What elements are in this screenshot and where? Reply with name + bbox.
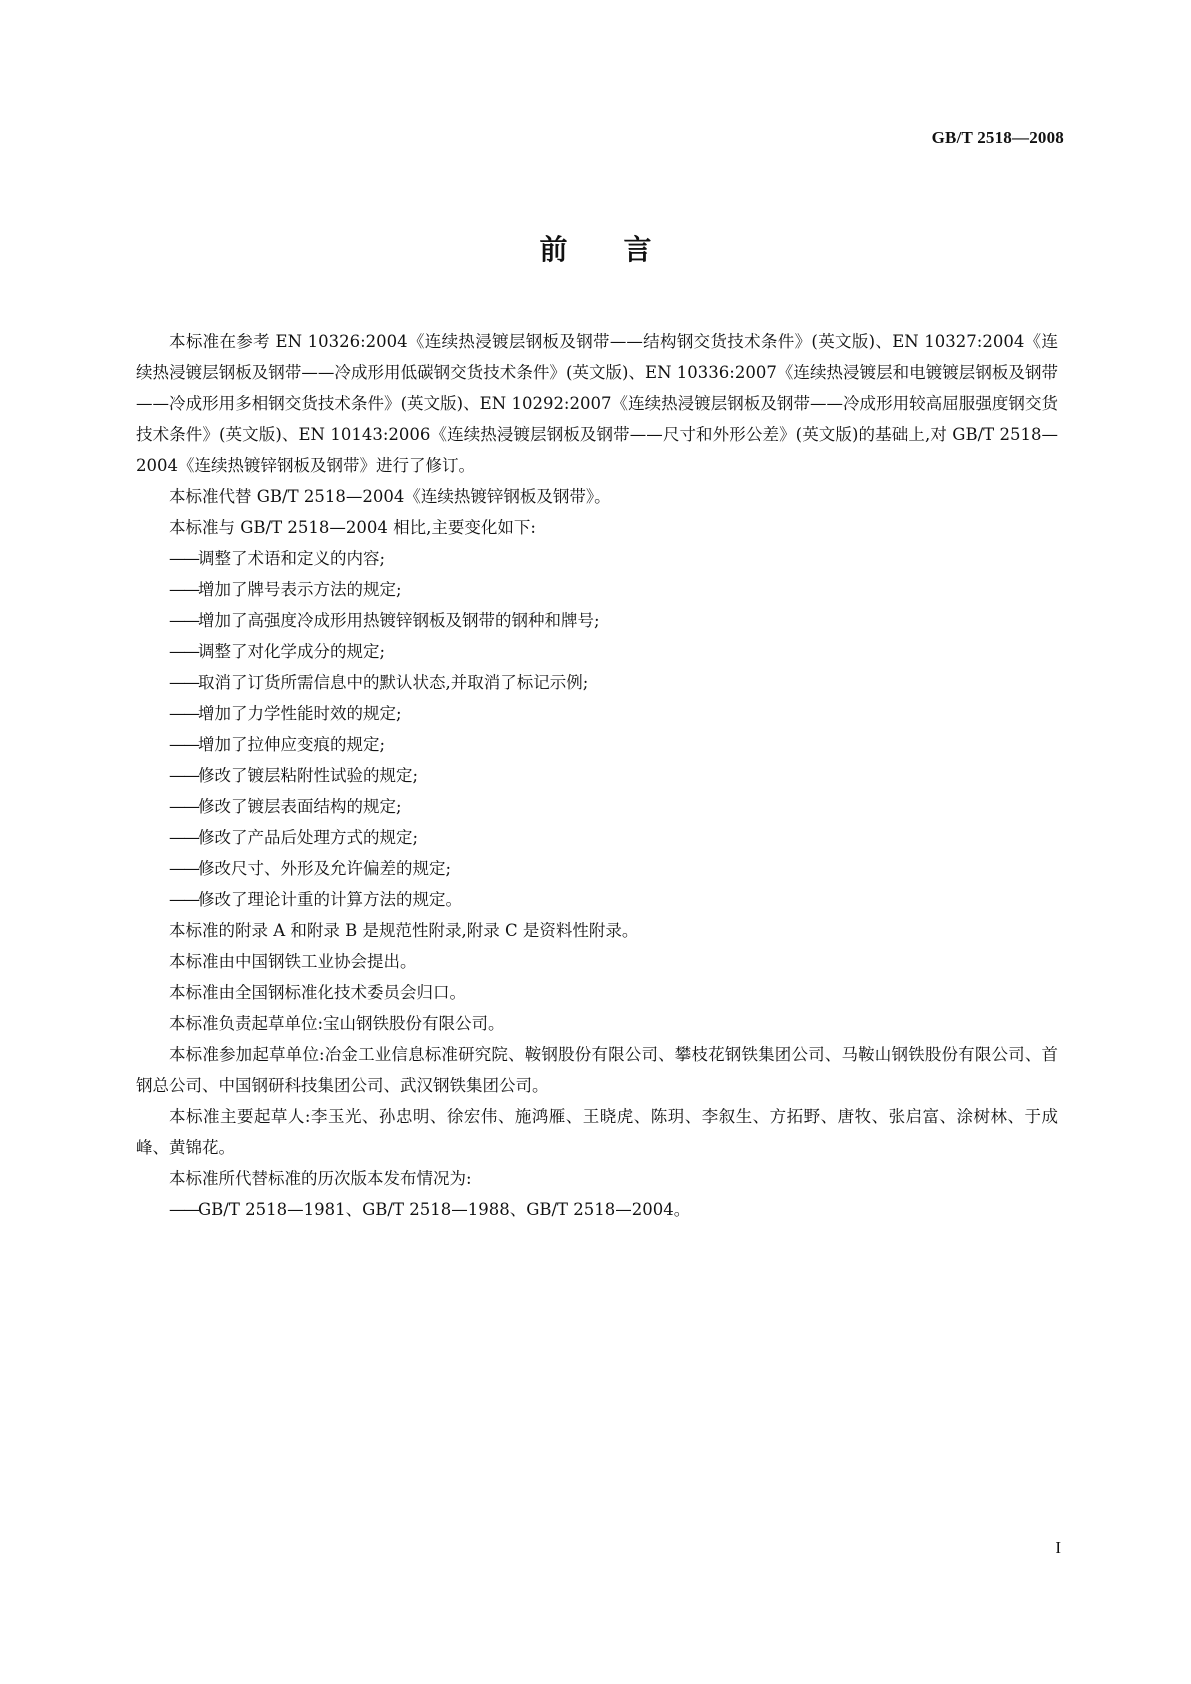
drafters-paragraph: 本标准主要起草人:李玉光、孙忠明、徐宏伟、施鸿雁、王晓虎、陈玥、李叙生、方拓野、唐牧、张启富、涂树林、于成峰、黄锦花。 [136,1107,1058,1157]
list-item-text: 取消了订货所需信息中的默认状态,并取消了标记示例; [198,673,589,692]
list-item-text: 修改了理论计重的计算方法的规定。 [198,890,462,909]
list-item [136,822,1058,853]
list-dash: —— [169,642,198,661]
list-dash: —— [169,549,198,568]
list-dash: —— [169,890,198,909]
changes-list [136,543,1058,915]
list-item-text: 修改了镀层表面结构的规定; [198,797,402,816]
list-item-text: 增加了拉伸应变痕的规定; [198,735,386,754]
list-dash: —— [169,673,198,692]
history-item-text: GB/T 2518—1981、GB/T 2518—1988、GB/T 2518—2004。 [198,1200,691,1219]
list-dash: —— [169,859,198,878]
page-number: I [1055,1538,1061,1557]
list-dash: —— [169,735,198,754]
list-dash: —— [169,828,198,847]
preface-body [136,326,1058,1225]
lead-drafter-paragraph: 本标准负责起草单位:宝山钢铁股份有限公司。 [169,1014,505,1033]
participants-paragraph: 本标准参加起草单位:冶金工业信息标准研究院、鞍钢股份有限公司、攀枝花钢铁集团公司、马鞍山钢铁股份有限公司、首钢总公司、中国钢研科技集团公司、武汉钢铁集团公司。 [136,1045,1058,1095]
list-item [136,791,1058,822]
list-item-text: 修改了产品后处理方式的规定; [198,828,419,847]
list-dash: —— [169,704,198,723]
list-item-text: 修改了镀层粘附性试验的规定; [198,766,419,785]
list-item [136,667,1058,698]
annex-paragraph: 本标准的附录 A 和附录 B 是规范性附录,附录 C 是资料性附录。 [169,921,639,940]
list-item [136,729,1058,760]
intro-paragraph: 本标准在参考 EN 10326:2004《连续热浸镀层钢板及钢带——结构钢交货技术条件》(英文版)、EN 10327:2004《连续热浸镀层钢板及钢带——冷成形用低碳钢交货技术条件》(英文版)、EN 10336:2007《连续热浸镀层和电镀镀层钢板及钢带——冷成形用多相钢交货技术条件》(英文版)、EN 10292:2007《连续热浸镀层钢板及钢带——冷成形用较高屈服强度钢交货技术条件》(英文版)、EN 10143:2006《连续热浸镀层钢板及钢带——尺寸和外形公差》(英文版)的基础上,对 GB/T 2518—2004《连续热镀锌钢板及钢带》进行了修订。 [136,332,1058,475]
list-item-text: 修改尺寸、外形及允许偏差的规定; [198,859,452,878]
list-item [136,853,1058,884]
proposer-paragraph: 本标准由中国钢铁工业协会提出。 [169,952,417,971]
list-dash: —— [169,766,198,785]
list-dash: —— [169,611,198,630]
list-item [136,884,1058,915]
changes-intro-paragraph: 本标准与 GB/T 2518—2004 相比,主要变化如下: [169,518,536,537]
list-item-text: 增加了高强度冷成形用热镀锌钢板及钢带的钢种和牌号; [198,611,600,630]
committee-paragraph: 本标准由全国钢标准化技术委员会归口。 [169,983,466,1002]
list-item-text: 调整了术语和定义的内容; [198,549,386,568]
list-dash: —— [169,797,198,816]
list-item [136,760,1058,791]
list-item [136,543,1058,574]
list-dash: —— [169,580,198,599]
history-intro-paragraph: 本标准所代替标准的历次版本发布情况为: [169,1169,472,1188]
history-item [136,1194,1058,1225]
list-dash: —— [169,1200,198,1219]
list-item [136,636,1058,667]
list-item [136,698,1058,729]
standard-number: GB/T 2518—2008 [931,128,1064,147]
list-item [136,605,1058,636]
list-item-text: 调整了对化学成分的规定; [198,642,386,661]
replaces-paragraph: 本标准代替 GB/T 2518—2004《连续热镀锌钢板及钢带》。 [169,487,611,506]
page-title: 前言 [539,233,708,266]
list-item-text: 增加了力学性能时效的规定; [198,704,402,723]
list-item-text: 增加了牌号表示方法的规定; [198,580,402,599]
list-item [136,574,1058,605]
